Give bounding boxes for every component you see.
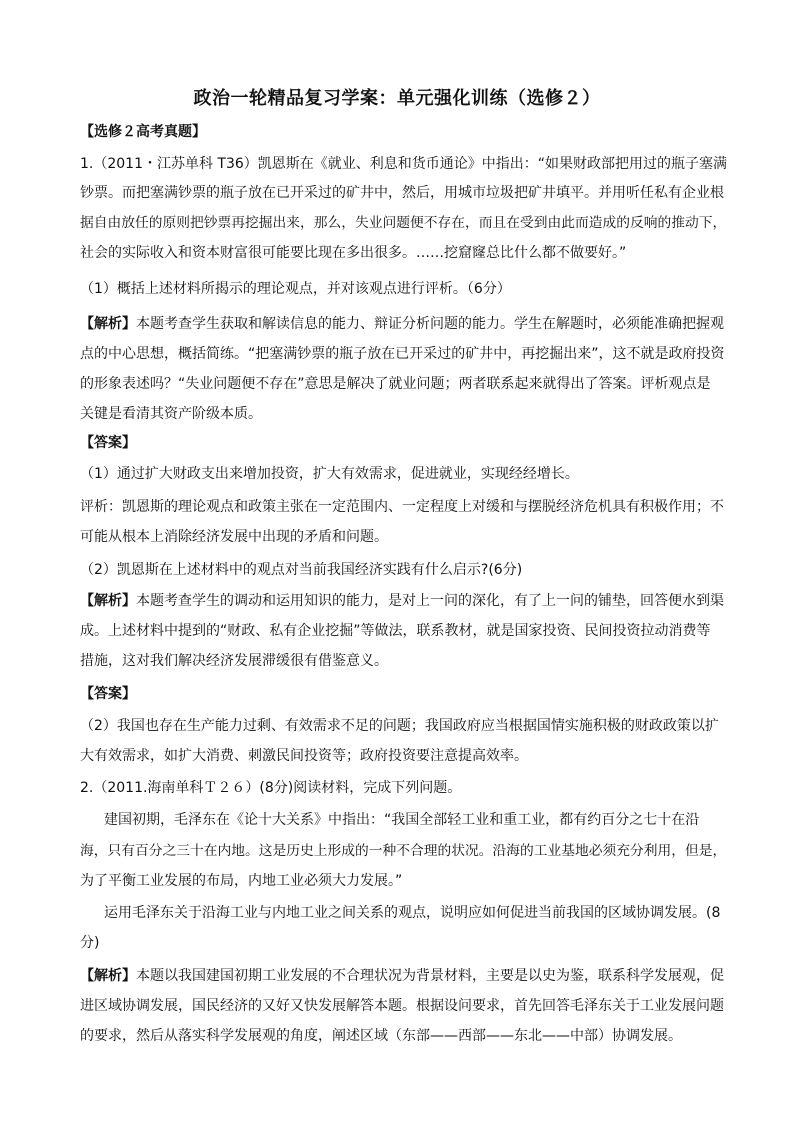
text-line: 社会的实际收入和资本财富很可能要比现在多出很多。……挖窟窿总比什么都不做要好。”: [80, 245, 627, 261]
text-line: 进区域协调发展，国民经济的又好又快发展解答本题。根据设问要求，首先回答毛泽东关于工业发展问题: [80, 998, 724, 1014]
text-line: 海，只有百分之三十在内地。这是历史上形成的一种不合理的状况。沿海的工业基地必须充分利用，但是，: [80, 843, 727, 859]
text-line: 【解析】本题以我国建国初期工业发展的不合理状况为背景材料，主要是以史为鉴，联系科学发展观，促: [80, 968, 724, 984]
text-line: 的形象表述吗？“失业问题便不存在”意思是解决了就业问题；两者联系起来就得出了答案。评析观点是: [80, 376, 711, 392]
analysis-label: 【解析】: [80, 968, 136, 984]
document-title: 政治一轮精品复习学案：单元强化训练（选修２）: [193, 88, 601, 109]
answer-heading: 【答案】: [80, 686, 136, 702]
text-line: 【解析】本题考查学生获取和解读信息的能力、辩证分析问题的能力。学生在解题时，必须能准确把握观: [80, 316, 724, 332]
text-line: 分): [80, 935, 100, 951]
text-line: 的要求，然后从落实科学发展观的角度，阐述区域（东部——西部——东北——中部）协调发展。: [80, 1028, 682, 1044]
text-line: 大有效需求，如扩大消费、刺激民间投资等；政府投资要注意提高效率。: [80, 748, 528, 764]
text-line: 1.（2011・江苏单科 T36）凯恩斯在《就业、利息和货币通论》中指出：“如果财政部把用过的瓶子塞满: [80, 156, 728, 172]
section-heading: 【选修２高考真题】: [80, 124, 206, 140]
text-line: 可能从根本上消除经济发展中出现的矛盾和问题。: [80, 529, 388, 545]
text-line: 为了平衡工业发展的布局，内地工业必须大力发展。”: [80, 873, 403, 889]
text-line: 建国初期，毛泽东在《论十大关系》中指出：“我国全部轻工业和重工业，都有约百分之七十在沿: [104, 812, 700, 828]
analysis-label: 【解析】: [80, 316, 136, 332]
answer-heading: 【答案】: [80, 435, 136, 451]
text-line: （1）通过扩大财政支出来增加投资，扩大有效需求，促进就业，实现经经增长。: [80, 466, 579, 482]
text-line: 据自由放任的原则把钞票再挖掘出来，那么，失业问题便不存在，而且在受到由此而造成的反响的推动下，: [80, 215, 727, 231]
text-line: 【解析】本题考查学生的调动和运用知识的能力，是对上一问的深化，有了上一问的铺垫，回答便水到渠: [80, 593, 724, 609]
text-line: 措施，这对我们解决经济发展滞缓很有借鉴意义。: [80, 653, 388, 669]
text-line: （1）概括上述材料所揭示的理论观点，并对该观点进行评析。（6分）: [80, 281, 511, 297]
text-line: 2.（2011.海南单科Ｔ２６）(8分)阅读材料，完成下列问题。: [80, 780, 462, 796]
text-line: （2）我国也存在生产能力过剩、有效需求不足的问题；我国政府应当根据国情实施积极的财政政策以扩: [80, 718, 719, 734]
analysis-label: 【解析】: [80, 593, 136, 609]
text-line: 评析：凯恩斯的理论观点和政策主张在一定范围内、一定程度上对缓和与摆脱经济危机具有积极作用；不: [80, 499, 724, 515]
text-line: （2）凯恩斯在上述材料中的观点对当前我国经济实践有什么启示?(6分): [80, 562, 523, 578]
text-line: 点的中心思想，概括简练。“把塞满钞票的瓶子放在已开采过的矿井中，再挖掘出来”，这不就是政府投资: [80, 346, 725, 362]
text-line: 钞票。而把塞满钞票的瓶子放在已开采过的矿井中，然后，用城市垃圾把矿井填平。并用听任私有企业根: [80, 185, 724, 201]
text-line: 关键是看清其资产阶级本质。: [80, 406, 262, 422]
text-line: 运用毛泽东关于沿海工业与内地工业之间关系的观点，说明应如何促进当前我国的区域协调发展。(8: [104, 905, 721, 921]
text-line: 成。上述材料中提到的“财政、私有企业挖掘”等做法，联系教材，就是国家投资、民间投资拉动消费等: [80, 623, 711, 639]
